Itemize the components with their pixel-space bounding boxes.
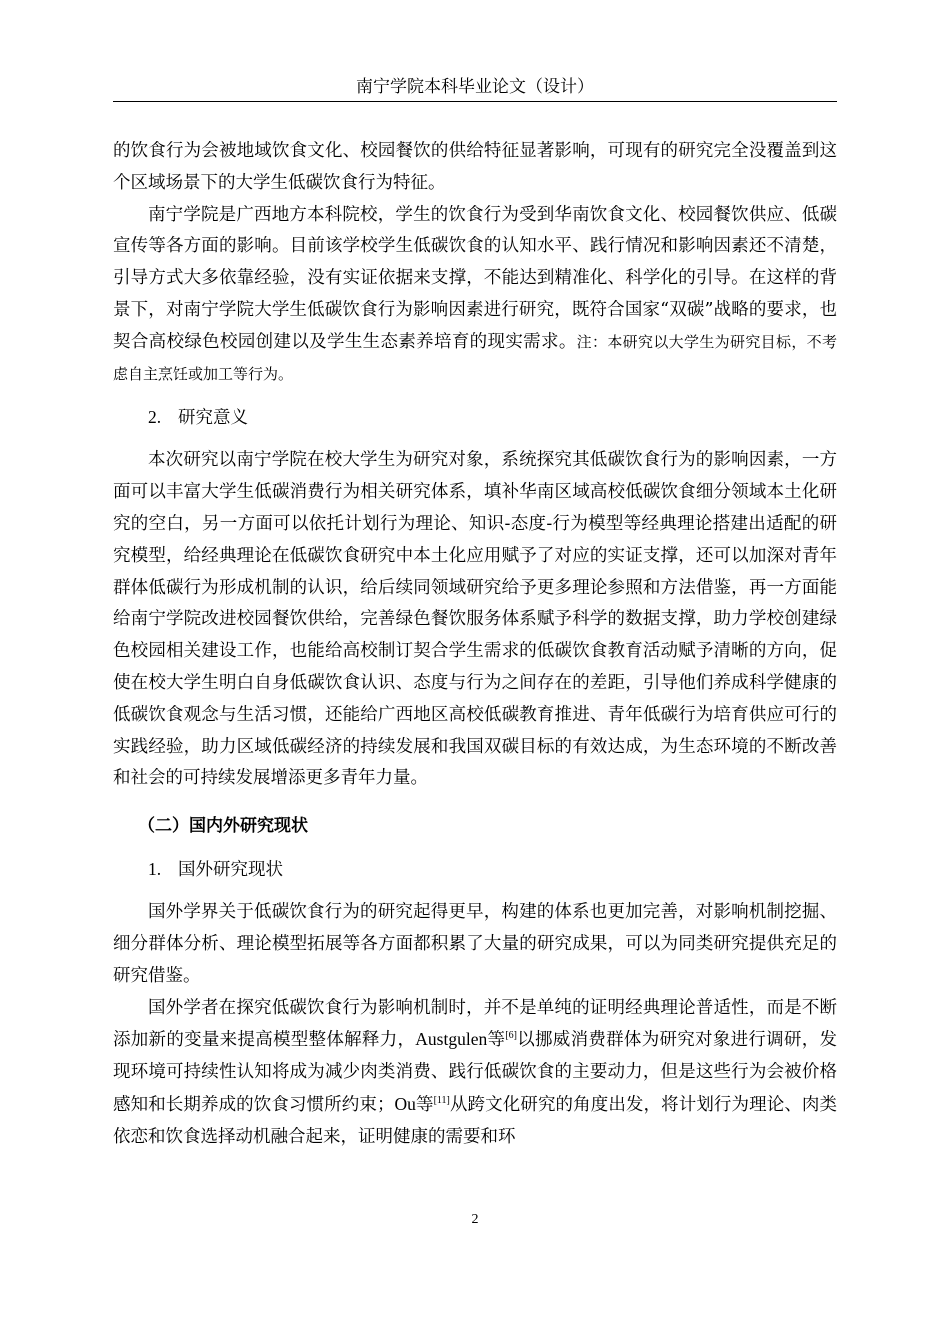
citation-ref: [11] bbox=[433, 1094, 450, 1106]
paragraph-text: 南宁学院是广西地方本科院校，学生的饮食行为受到华南饮食文化、校园餐饮供应、低碳宣传等各方面的影响。目前该学校学生低碳饮食的认知水平、践行情况和影响因素还不清楚，引导方式大多依靠经验，没有实证依据来支撑，不能达到精准化、科学化的引导。在这样的背景下，对南宁学院大学生低碳饮食行为影响因素进行研究，既符合国家“双碳”战略的要求，也契合高校绿色校园创建以及学生生态素养培育的现实需求。 bbox=[113, 204, 837, 352]
heading-number: 1. bbox=[148, 859, 162, 880]
footnote-text: 注：本研究以大学生为研究目标，不考虑自主烹饪或加工等行为。 bbox=[113, 332, 837, 383]
running-header: 南宁学院本科毕业论文（设计） bbox=[356, 77, 594, 97]
heading-number: 2. bbox=[148, 407, 162, 428]
paragraph-text: 等 bbox=[415, 1094, 434, 1115]
page-number: 2 bbox=[471, 1212, 479, 1227]
author-name: Ou bbox=[394, 1093, 416, 1114]
paragraph bbox=[113, 993, 837, 1154]
section-heading-foreign bbox=[113, 853, 837, 886]
paragraph-text: 等 bbox=[487, 1030, 506, 1051]
body-text bbox=[113, 136, 837, 1154]
paragraph-text: 从跨文化研究的角度出发，将计划行为理论、肉类依恋和饮食选择动机融合起来，证明健康的需要和环 bbox=[113, 1094, 838, 1147]
heading-text: 国外研究现状 bbox=[178, 860, 283, 881]
paragraph: 本次研究以南宁学院在校大学生为研究对象，系统探究其低碳饮食行为的影响因素，一方面可以丰富大学生低碳消费行为相关研究体系，填补华南区域高校低碳饮食细分领域本土化研究的空白，另一方面可以依托计划行为理论、知识-态度-行为模型等经典理论搭建出适配的研究模型，给经典理论在低碳饮食研究中本土化应用赋予了对应的实证支撑，还可以加深对青年群体低碳行为形成机制的认识，给后续同领域研究给予更多理论参照和方法借鉴，再一方面能给南宁学院改进校园餐饮供给，完善绿色餐饮服务体系赋予科学的数据支撑，助力学校创建绿色校园相关建设工作，也能给高校制订契合学生需求的低碳饮食教育活动赋予清晰的方向，促使在校大学生明白自身低碳饮食认识、态度与行为之间存在的差距，引导他们养成科学健康的低碳饮食观念与生活习惯，还能给广西地区高校低碳教育推进、青年低碳行为培育供应可行的实践经验，助力区域低碳经济的持续发展和我国双碳目标的有效达成，为生态环境的不断改善和社会的可持续发展增添更多青年力量。 bbox=[113, 450, 837, 789]
paragraph: 国外学界关于低碳饮食行为的研究起得更早，构建的体系也更加完善，对影响机制挖掘、细分群体分析、理论模型拓展等各方面都积累了大量的研究成果，可以为同类研究提供充足的研究借鉴。 bbox=[113, 902, 837, 986]
paragraph-text: 国外学者在探究低碳饮食行为影响机制时，并不是单纯的证明经典理论普适性，而是不断添加新的变量来提高模型整体解释力， bbox=[113, 997, 837, 1051]
section-heading-status: （二）国内外研究现状 bbox=[138, 816, 308, 837]
paragraph-text: 以挪威消费群体为研究对象进行调研，发现环境可持续性认知将成为减少肉类消费、践行低碳饮食的主要动力，但是这些行为会被价格感知和长期养成的饮食习惯所约束； bbox=[113, 1030, 837, 1115]
paragraph: 的饮食行为会被地域饮食文化、校园餐饮的供给特征显著影响，可现有的研究完全没覆盖到这个区域场景下的大学生低碳饮食行为特征。 bbox=[113, 141, 837, 193]
citation-ref: [6] bbox=[505, 1030, 517, 1042]
section-heading-significance bbox=[113, 401, 837, 434]
heading-text: 研究意义 bbox=[178, 408, 248, 429]
author-name: Austgulen bbox=[415, 1029, 488, 1050]
paragraph bbox=[113, 200, 837, 391]
header-rule bbox=[113, 101, 837, 102]
